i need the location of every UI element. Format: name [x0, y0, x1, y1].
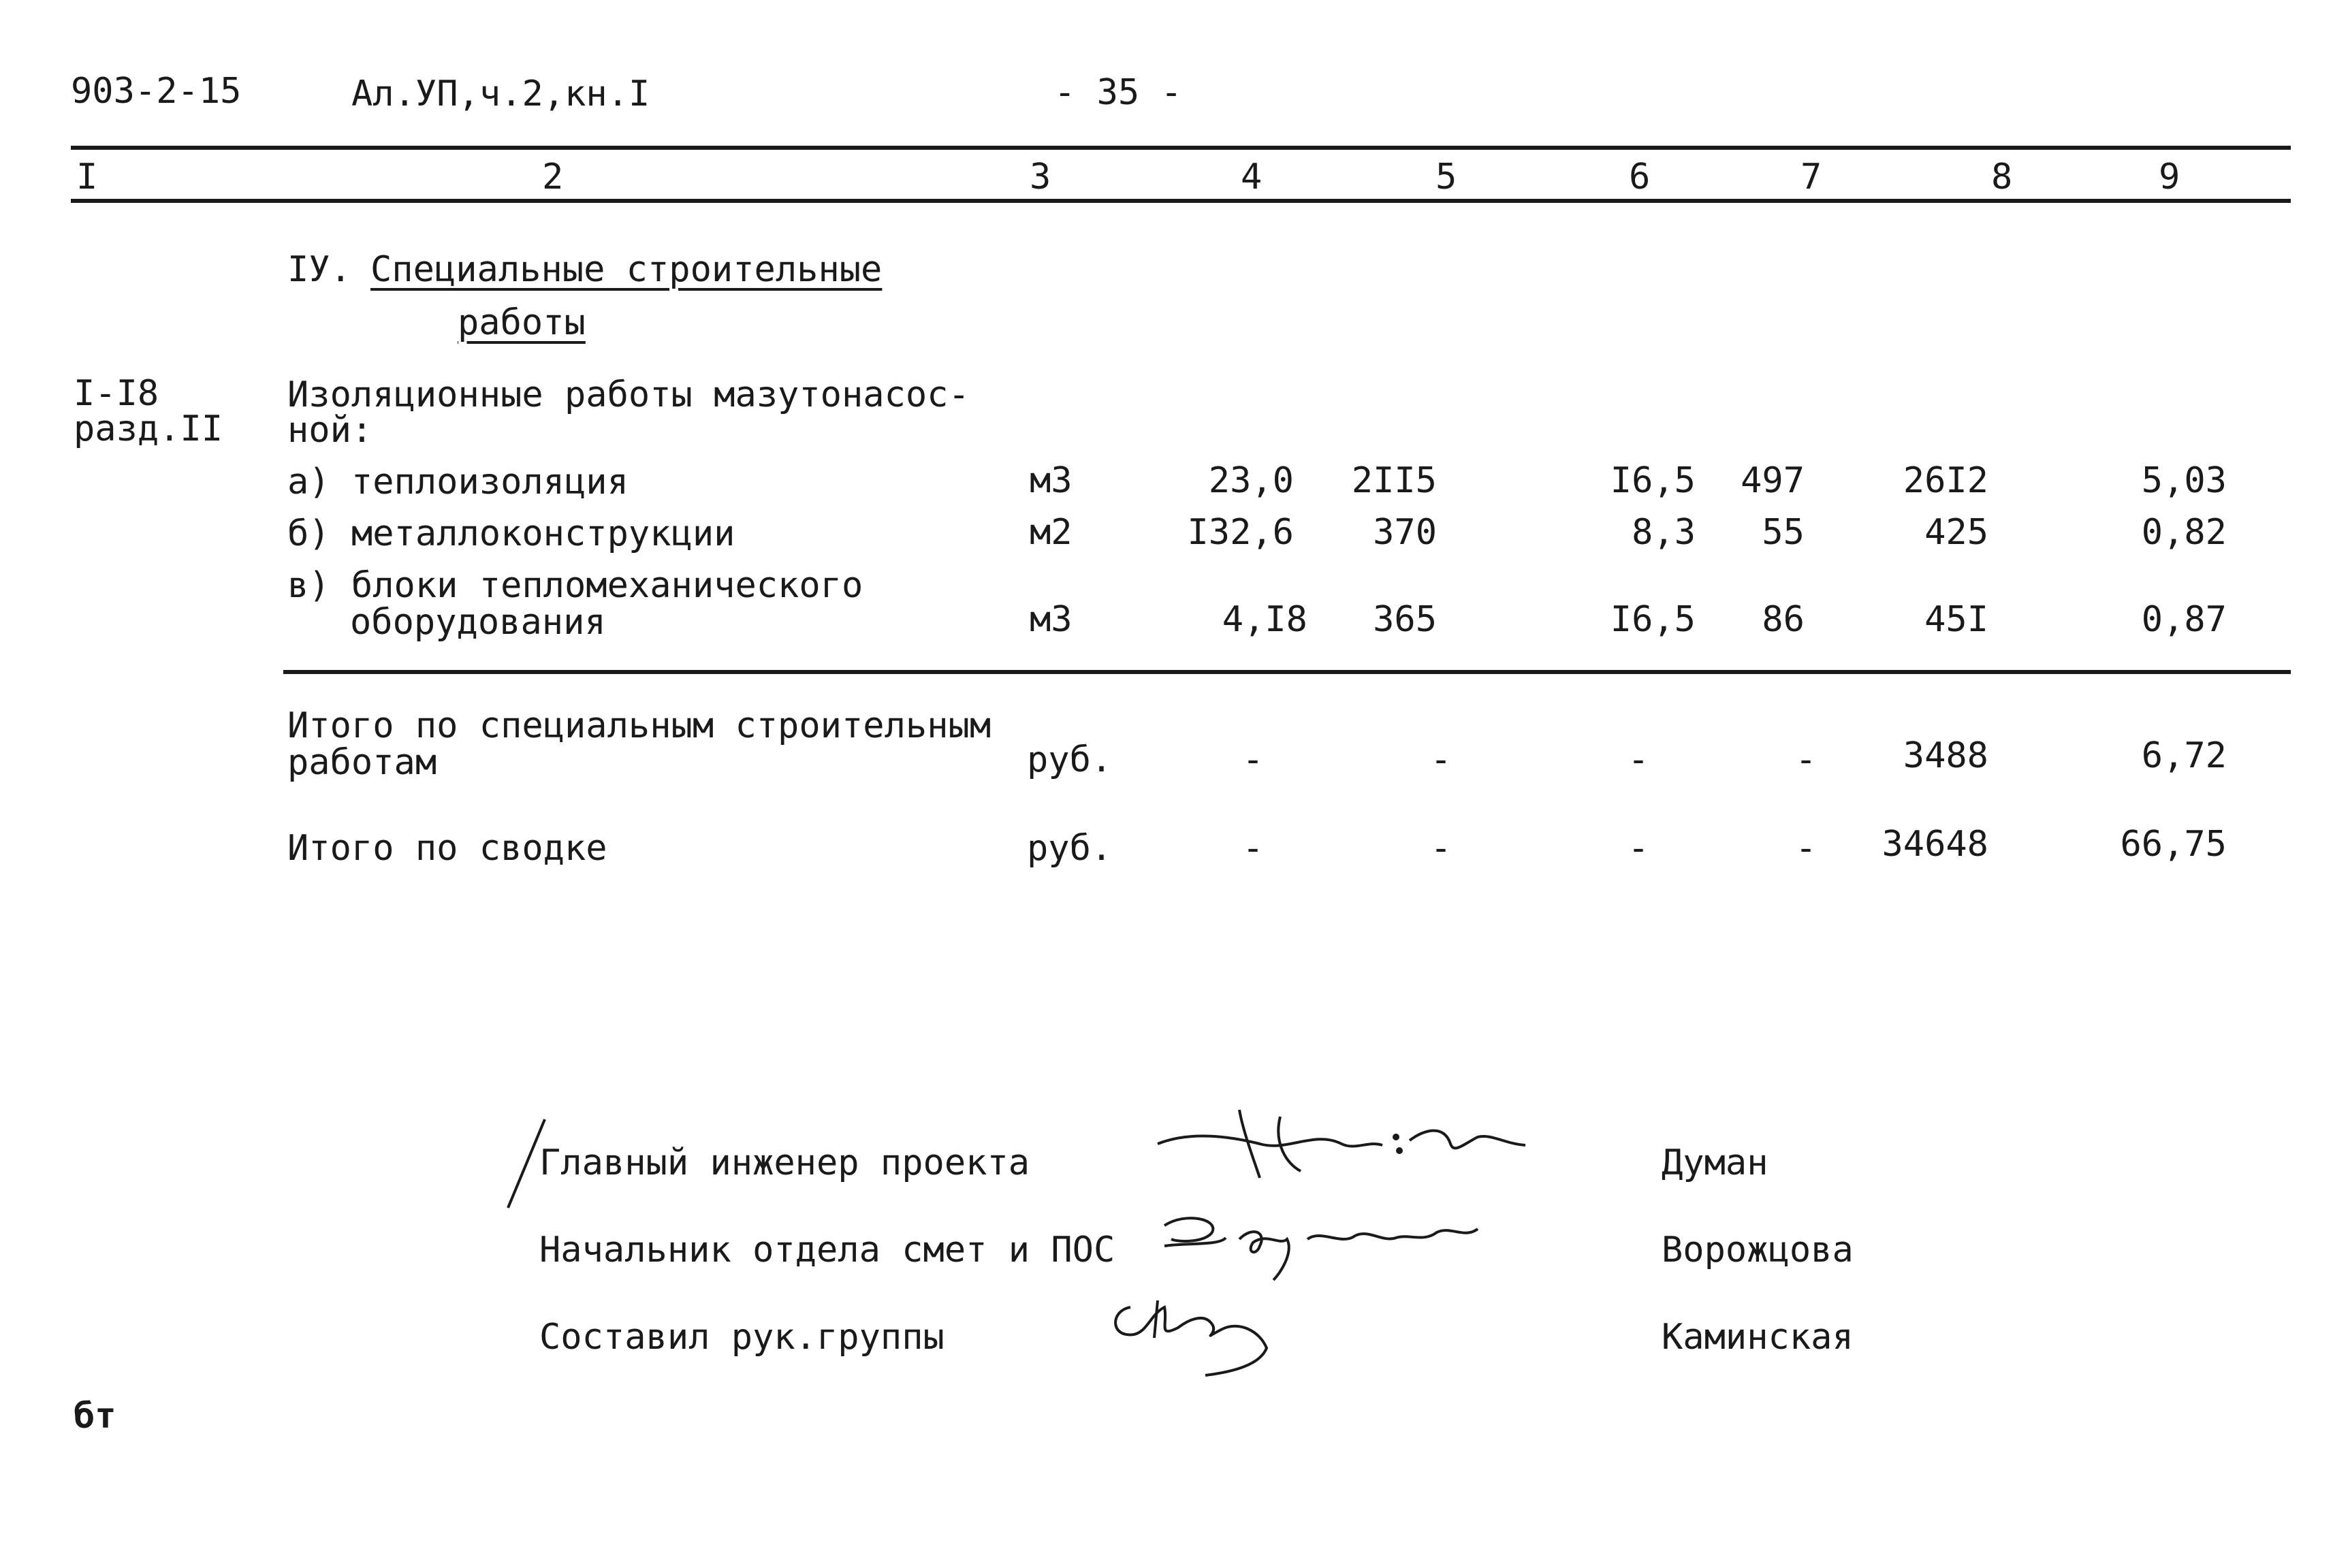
row-cell-9: 0,82	[2141, 512, 2227, 553]
table-header-rule	[71, 199, 2291, 203]
signer-name-compiler: Каминская	[1662, 1317, 1854, 1358]
grand-total-label: Итого по сводке	[287, 828, 607, 869]
row-cell-5: 365	[1373, 599, 1437, 640]
row-name: в) блоки тепломеханического	[287, 565, 863, 606]
page-number: - 35 -	[1054, 72, 1182, 113]
handwritten-signature-3	[1103, 1287, 1321, 1382]
row-cell-7: 86	[1762, 599, 1805, 640]
row-cell-4: I32,6	[1187, 512, 1294, 553]
document-code: 903-2-15	[71, 71, 242, 112]
section-title-line2: работы	[458, 302, 586, 343]
section-number: IУ.	[287, 249, 351, 290]
row-unit: м2	[1030, 512, 1073, 553]
row-cell-7: 55	[1762, 512, 1805, 553]
column-header-5: 5	[1435, 157, 1457, 197]
grand-total-unit: руб.	[1027, 828, 1113, 869]
table-top-rule	[71, 146, 2291, 150]
row-cell-8: 425	[1924, 512, 1988, 553]
total-cell-8: 3488	[1903, 735, 1988, 776]
column-header-4: 4	[1241, 157, 1263, 197]
row-cell-9: 5,03	[2141, 460, 2227, 501]
item-section-ref: разд.II	[74, 409, 223, 449]
row-cell-8: 45I	[1924, 599, 1988, 640]
signer-role-chief-engineer: Главный инженер проекта	[539, 1142, 1030, 1183]
album-reference: Ал.УП,ч.2,кн.I	[351, 74, 650, 114]
item-code: I-I8	[74, 373, 159, 414]
row-unit: м3	[1030, 599, 1073, 640]
section-title-line1: Специальные строительные	[370, 249, 883, 290]
row-cell-4: 23,0	[1208, 460, 1294, 501]
grand-total-cell-8: 34648	[1882, 824, 1988, 865]
row-cell-8: 26I2	[1903, 460, 1988, 501]
column-header-7: 7	[1800, 157, 1822, 197]
grand-total-cell-5: -	[1430, 828, 1452, 869]
row-name: а) теплоизоляция	[287, 462, 629, 502]
total-unit: руб.	[1027, 739, 1113, 780]
row-cell-6: I6,5	[1610, 599, 1696, 640]
signer-name-chief-engineer: Думан	[1662, 1142, 1768, 1183]
row-cell-5: 370	[1373, 512, 1437, 553]
column-header-6: 6	[1629, 157, 1651, 197]
total-cell-5: -	[1430, 739, 1452, 780]
handwritten-signature-2	[1158, 1205, 1485, 1287]
column-header-8: 8	[1991, 157, 2013, 197]
row-unit: м3	[1030, 460, 1073, 501]
column-header-1: I	[76, 157, 98, 197]
grand-total-cell-9: 66,75	[2120, 824, 2227, 865]
grand-total-cell-6: -	[1628, 828, 1649, 869]
column-header-3: 3	[1030, 157, 1051, 197]
total-label-line1: Итого по специальным строительным	[287, 705, 991, 746]
total-cell-9: 6,72	[2141, 735, 2227, 776]
handwritten-signature-1	[1151, 1103, 1532, 1191]
signer-role-compiler: Составил рук.группы	[539, 1317, 945, 1358]
row-cell-6: 8,3	[1632, 512, 1696, 553]
signer-name-estimates-head: Ворожцова	[1662, 1230, 1854, 1270]
item-name-line2: ной:	[287, 410, 373, 451]
item-name-line1: Изоляционные работы мазутонасос-	[287, 374, 970, 415]
total-label-line2: работам	[287, 742, 437, 783]
row-name-line2: оборудования	[350, 602, 606, 643]
row-name: б) металлоконструкции	[287, 513, 735, 554]
row-cell-9: 0,87	[2141, 599, 2227, 640]
row-cell-7: 497	[1741, 460, 1805, 501]
total-cell-7: -	[1795, 739, 1817, 780]
footer-mark: бт	[74, 1396, 116, 1437]
column-header-9: 9	[2159, 157, 2180, 197]
grand-total-cell-4: -	[1242, 828, 1264, 869]
total-cell-6: -	[1628, 739, 1649, 780]
row-cell-6: I6,5	[1610, 460, 1696, 501]
grand-total-cell-7: -	[1795, 828, 1817, 869]
row-cell-5: 2II5	[1351, 460, 1437, 501]
column-header-2: 2	[542, 157, 564, 197]
total-cell-4: -	[1242, 739, 1264, 780]
signer-role-estimates-head: Начальник отдела смет и ПОС	[539, 1230, 1115, 1270]
totals-separator-rule	[283, 670, 2291, 674]
row-cell-4: 4,I8	[1222, 599, 1307, 640]
